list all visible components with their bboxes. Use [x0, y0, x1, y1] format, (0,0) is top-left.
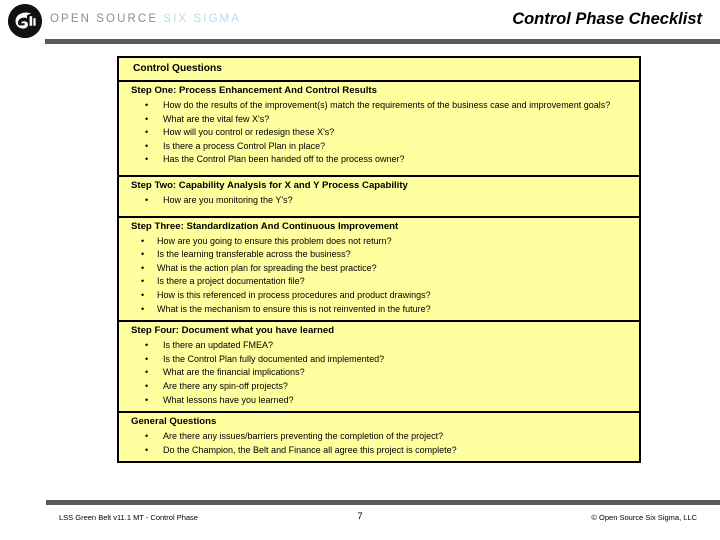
section-heading: Step Four: Document what you have learned [131, 325, 335, 337]
footer-divider [46, 500, 720, 505]
list-item [119, 289, 629, 302]
list-item [119, 353, 629, 366]
header-divider [45, 39, 720, 44]
footer-page-number: 7 [357, 511, 363, 522]
list-item [119, 366, 629, 379]
slide-footer [0, 510, 720, 530]
section-step-three [119, 216, 639, 321]
six-sigma-circle-logo-icon [8, 4, 42, 38]
list-item [119, 444, 629, 457]
list-item [119, 380, 629, 393]
checklist-title: Control Questions [133, 63, 222, 74]
section-item-list [119, 235, 639, 321]
bullet-icon: • [141, 276, 145, 287]
list-item-text: How are you going to ensure this problem does not return? [157, 235, 392, 246]
page-title: Control Phase Checklist [512, 10, 702, 28]
list-item [119, 153, 629, 166]
footer-copyright: © Open Source Six Sigma, LLC [591, 513, 697, 522]
checklist-title-section [119, 58, 639, 80]
list-item [119, 113, 629, 126]
list-item-text: What are the vital few X's? [163, 113, 270, 124]
list-item-text: How are you monitoring the Y's? [163, 194, 293, 205]
section-item-list [119, 194, 639, 212]
list-item [119, 235, 629, 248]
bullet-icon: • [145, 340, 149, 351]
list-item [119, 430, 629, 443]
list-item [119, 275, 629, 288]
section-heading: General Questions [131, 416, 217, 428]
list-item-text: Is the learning transferable across the business? [157, 249, 351, 260]
bullet-icon: • [145, 444, 149, 455]
list-item [119, 194, 629, 207]
slide-header [0, 0, 720, 46]
brand-wordmark-six-sigma: SIX SIGMA [163, 13, 242, 25]
bullet-icon: • [145, 113, 149, 124]
list-item-text: How do the results of the improvement(s) match the requirements of the business case and improvement goals? [163, 100, 611, 110]
section-step-one [119, 80, 639, 171]
bullet-icon: • [145, 140, 149, 151]
bullet-icon: • [141, 262, 145, 273]
list-item [119, 339, 629, 352]
footer-course-label: LSS Green Belt v11.1 MT - Control Phase [59, 513, 198, 522]
list-item-text: How is this referenced in process procedures and product drawings? [157, 289, 431, 300]
list-item-text: Are there any issues/barriers preventing the completion of the project? [163, 431, 444, 442]
list-item-text: Is the Control Plan fully documented and implemented? [163, 353, 385, 364]
control-questions-checklist [117, 56, 641, 463]
section-step-four [119, 320, 639, 411]
list-item-text: Has the Control Plan been handed off to the process owner? [163, 154, 405, 165]
bullet-icon: • [145, 154, 149, 165]
section-item-list [119, 99, 639, 171]
list-item [119, 394, 629, 407]
bullet-icon: • [141, 249, 145, 260]
list-item-text: Are there any spin-off projects? [163, 380, 288, 391]
list-item-text: What lessons have you learned? [163, 394, 294, 405]
bullet-icon: • [145, 367, 149, 378]
bullet-icon: • [145, 353, 149, 364]
list-item [119, 99, 629, 112]
list-item-text: Is there an updated FMEA? [163, 340, 274, 351]
list-item-text: What are the financial implications? [163, 367, 305, 378]
brand-wordmark [50, 13, 241, 25]
list-item [119, 126, 629, 139]
bullet-icon: • [141, 235, 145, 246]
list-item-text: How will you control or redesign these X's? [163, 127, 335, 138]
section-heading: Step One: Process Enhancement And Control Results [131, 85, 377, 96]
list-item-text: Is there a process Control Plan in place? [163, 140, 326, 151]
section-heading: Step Two: Capability Analysis for X and Y Process Capability [131, 179, 408, 191]
bullet-icon: • [141, 289, 145, 300]
list-item [119, 303, 629, 316]
bullet-icon: • [145, 431, 149, 442]
section-heading: Step Three: Standardization And Continuous Improvement [131, 220, 399, 232]
list-item-text: Do the Champion, the Belt and Finance all agree this project is complete? [163, 444, 457, 455]
bullet-icon: • [145, 127, 149, 138]
section-item-list [119, 430, 639, 461]
brand-wordmark-open-source: OPEN SOURCE [50, 13, 164, 25]
bullet-icon: • [145, 380, 149, 391]
section-item-list [119, 339, 639, 411]
bullet-icon: • [145, 100, 149, 110]
section-general-questions [119, 411, 639, 461]
list-item [119, 140, 629, 153]
bullet-icon: • [145, 194, 149, 205]
list-item-text: Is there a project documentation file? [157, 276, 305, 287]
bullet-icon: • [141, 303, 145, 314]
section-step-two [119, 175, 639, 212]
list-item [119, 248, 629, 261]
list-item-text: What is the mechanism to ensure this is not reinvented in the future? [157, 303, 431, 314]
list-item [119, 262, 629, 275]
bullet-icon: • [145, 394, 149, 405]
list-item-text: What is the action plan for spreading the best practice? [157, 262, 377, 273]
